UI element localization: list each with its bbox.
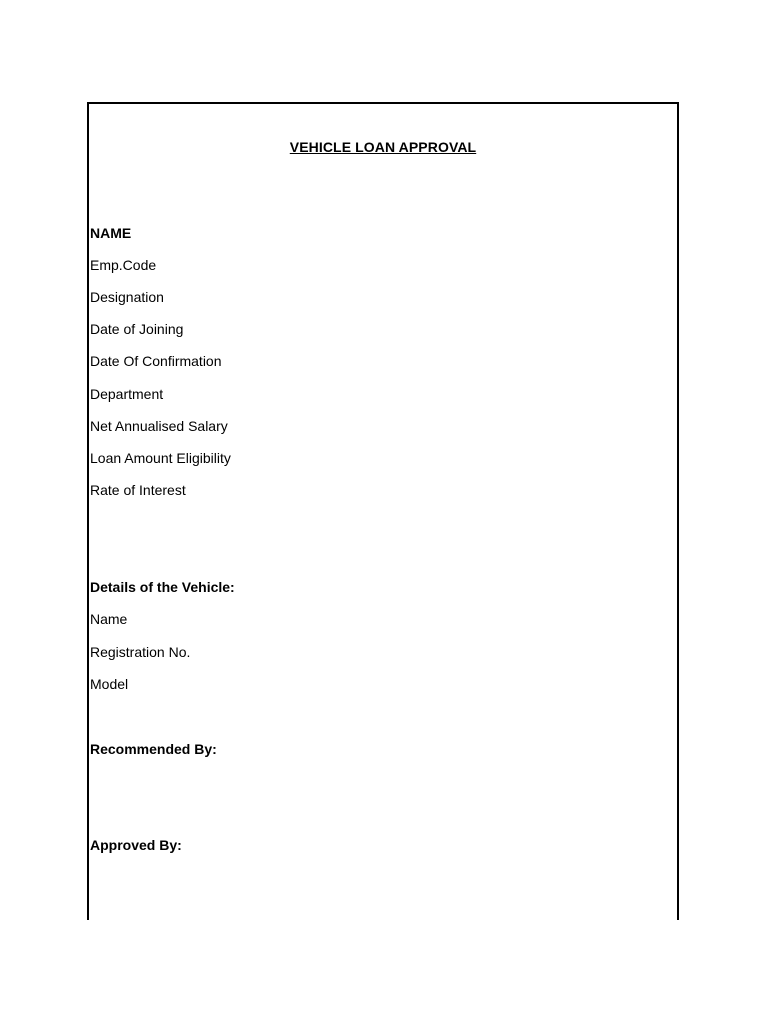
field-model: Model [90,676,129,692]
approved-by-label: Approved By: [90,837,182,853]
field-rate-of-interest: Rate of Interest [90,482,186,498]
field-vehicle-name: Name [90,611,128,627]
field-loan-amount-eligibility: Loan Amount Eligibility [90,450,231,466]
form-border [87,102,679,920]
field-net-annualised-salary: Net Annualised Salary [90,418,228,434]
employee-name-heading: NAME [90,225,132,241]
field-department: Department [90,386,164,402]
field-emp-code: Emp.Code [90,257,157,273]
field-designation: Designation [90,289,164,305]
field-date-of-confirmation: Date Of Confirmation [90,353,222,369]
form-title: VEHICLE LOAN APPROVAL [289,139,477,155]
field-date-of-joining: Date of Joining [90,321,184,337]
field-registration-no: Registration No. [90,644,191,660]
vehicle-details-heading: Details of the Vehicle: [90,579,235,595]
recommended-by-label: Recommended By: [90,741,217,757]
